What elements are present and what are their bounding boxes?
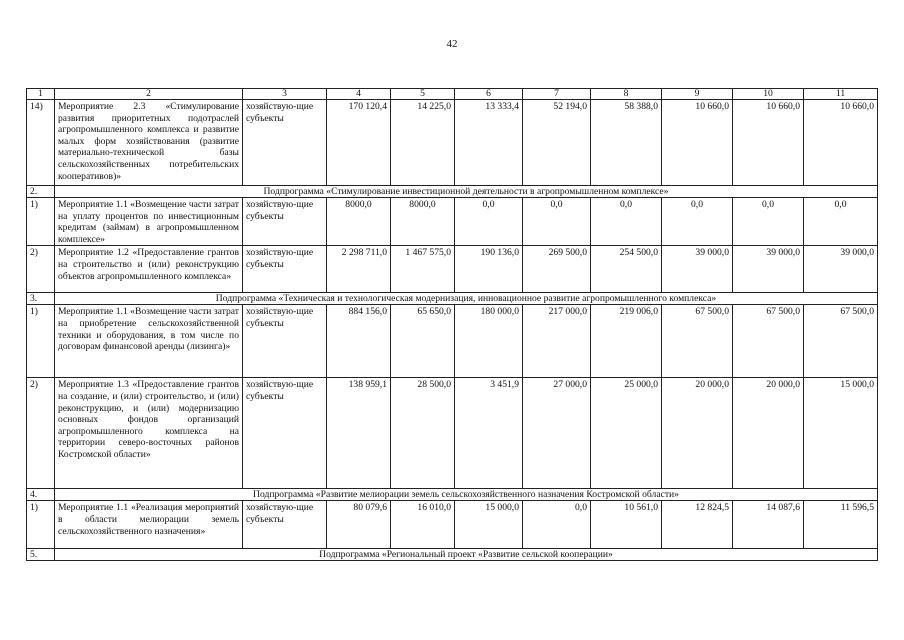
- column-header: 6: [455, 89, 523, 100]
- beneficiary: хозяйствую-щие субъекты: [243, 246, 327, 293]
- funding-value: 0,0: [733, 198, 804, 246]
- funding-value: 67 500,0: [662, 305, 733, 378]
- section-row: [27, 489, 878, 501]
- funding-value: 0,0: [591, 198, 662, 246]
- funding-value: 58 388,0: [591, 100, 662, 186]
- column-header: 1: [27, 89, 55, 100]
- measure-description: Мероприятие 1.2 «Предоставление грантов на строительство и (или) реконструкцию объектов агропромышленного комплекса»: [55, 246, 243, 293]
- funding-value: 20 000,0: [733, 378, 804, 489]
- funding-value: 269 500,0: [523, 246, 591, 293]
- column-header: 8: [591, 89, 662, 100]
- funding-value: 15 000,0: [804, 378, 878, 489]
- funding-value: 8000,0: [327, 198, 391, 246]
- funding-value: 1 467 575,0: [391, 246, 455, 293]
- funding-value: 13 333,4: [455, 100, 523, 186]
- funding-value: 10 660,0: [804, 100, 878, 186]
- funding-value: 39 000,0: [662, 246, 733, 293]
- table-row: [27, 100, 878, 186]
- funding-value: 0,0: [523, 198, 591, 246]
- row-number: 2): [27, 246, 55, 293]
- funding-value: 884 156,0: [327, 305, 391, 378]
- funding-value: 10 660,0: [662, 100, 733, 186]
- section-title: Подпрограмма «Техническая и технологическая модернизация, инновационное развитие агропромышленного комплекса»: [55, 293, 878, 305]
- column-header: 11: [804, 89, 878, 100]
- table-body: [27, 89, 878, 561]
- row-number: 5.: [27, 549, 55, 561]
- funding-value: 39 000,0: [804, 246, 878, 293]
- section-row: [27, 186, 878, 198]
- column-header: 9: [662, 89, 733, 100]
- column-header: 5: [391, 89, 455, 100]
- program-table: [26, 88, 878, 561]
- funding-value: 0,0: [662, 198, 733, 246]
- funding-value: 67 500,0: [733, 305, 804, 378]
- measure-description: Мероприятие 1.1 «Реализация мероприятий в области мелиорации земель сельскохозяйственного назначения»: [55, 501, 243, 549]
- row-number: 1): [27, 198, 55, 246]
- section-title: Подпрограмма «Региональный проект «Развитие сельской кооперации»: [55, 549, 878, 561]
- funding-value: 170 120,4: [327, 100, 391, 186]
- funding-value: 180 000,0: [455, 305, 523, 378]
- row-number: 1): [27, 501, 55, 549]
- funding-value: 28 500,0: [391, 378, 455, 489]
- funding-value: 25 000,0: [591, 378, 662, 489]
- funding-value: 12 824,5: [662, 501, 733, 549]
- page-number: 42: [446, 38, 458, 50]
- funding-value: 20 000,0: [662, 378, 733, 489]
- funding-value: 80 079,6: [327, 501, 391, 549]
- funding-value: 52 194,0: [523, 100, 591, 186]
- funding-value: 219 006,0: [591, 305, 662, 378]
- section-row: [27, 549, 878, 561]
- funding-value: 138 959,1: [327, 378, 391, 489]
- funding-value: 10 561,0: [591, 501, 662, 549]
- funding-value: 0,0: [523, 501, 591, 549]
- column-header: 4: [327, 89, 391, 100]
- funding-value: 39 000,0: [733, 246, 804, 293]
- table-row: [27, 501, 878, 549]
- funding-value: 0,0: [455, 198, 523, 246]
- measure-description: Мероприятие 1.1 «Возмещение части затрат на приобретение сельскохозяйственной техники и оборудования, в том числе по договорам финансовой аренды (лизинга)»: [55, 305, 243, 378]
- funding-value: 67 500,0: [804, 305, 878, 378]
- column-header: 7: [523, 89, 591, 100]
- measure-description: Мероприятие 2.3 «Стимулирование развития приоритетных подотраслей агропромышленного комплекса и развитие малых форм хозяйствования (развитие материально-технической базы сельскохозяйственных потребительских кооперативов)»: [55, 100, 243, 186]
- column-header: 2: [55, 89, 243, 100]
- funding-value: 65 650,0: [391, 305, 455, 378]
- funding-value: 14 225,0: [391, 100, 455, 186]
- measure-description: Мероприятие 1.1 «Возмещение части затрат на уплату процентов по инвестиционным кредитам (займам) в агропромышленном комплексе»: [55, 198, 243, 246]
- beneficiary: хозяйствую-щие субъекты: [243, 198, 327, 246]
- table-row: [27, 246, 878, 293]
- beneficiary: хозяйствую-щие субъекты: [243, 100, 327, 186]
- funding-value: 8000,0: [391, 198, 455, 246]
- funding-value: 15 000,0: [455, 501, 523, 549]
- funding-value: 190 136,0: [455, 246, 523, 293]
- beneficiary: хозяйствую-щие субъекты: [243, 501, 327, 549]
- measure-description: Мероприятие 1.3 «Предоставление грантов на создание, и (или) строительство, и (или) реконструкцию, и (или) модернизацию основных фондов организаций агропромышленного комплекса на территории северо-восточных районов Костромской области»: [55, 378, 243, 489]
- funding-value: 3 451,9: [455, 378, 523, 489]
- table-row: [27, 198, 878, 246]
- funding-value: 10 660,0: [733, 100, 804, 186]
- section-title: Подпрограмма «Развитие мелиорации земель сельскохозяйственного назначения Костромской области»: [55, 489, 878, 501]
- funding-value: 16 010,0: [391, 501, 455, 549]
- funding-value: 14 087,6: [733, 501, 804, 549]
- section-row: [27, 293, 878, 305]
- beneficiary: хозяйствую-щие субъекты: [243, 378, 327, 489]
- row-number: 2): [27, 378, 55, 489]
- row-number: 2.: [27, 186, 55, 198]
- table-row: [27, 305, 878, 378]
- beneficiary: хозяйствую-щие субъекты: [243, 305, 327, 378]
- row-number: 4.: [27, 489, 55, 501]
- funding-value: 254 500,0: [591, 246, 662, 293]
- row-number: 3.: [27, 293, 55, 305]
- section-title: Подпрограмма «Стимулирование инвестиционной деятельности в агропромышленном комплексе»: [55, 186, 878, 198]
- funding-value: 27 000,0: [523, 378, 591, 489]
- table-row: [27, 378, 878, 489]
- column-header: 3: [243, 89, 327, 100]
- funding-value: 217 000,0: [523, 305, 591, 378]
- funding-value: 11 596,5: [804, 501, 878, 549]
- row-number: 1): [27, 305, 55, 378]
- column-number-row: [27, 89, 878, 100]
- column-header: 10: [733, 89, 804, 100]
- funding-value: 2 298 711,0: [327, 246, 391, 293]
- funding-value: 0,0: [804, 198, 878, 246]
- row-number: 14): [27, 100, 55, 186]
